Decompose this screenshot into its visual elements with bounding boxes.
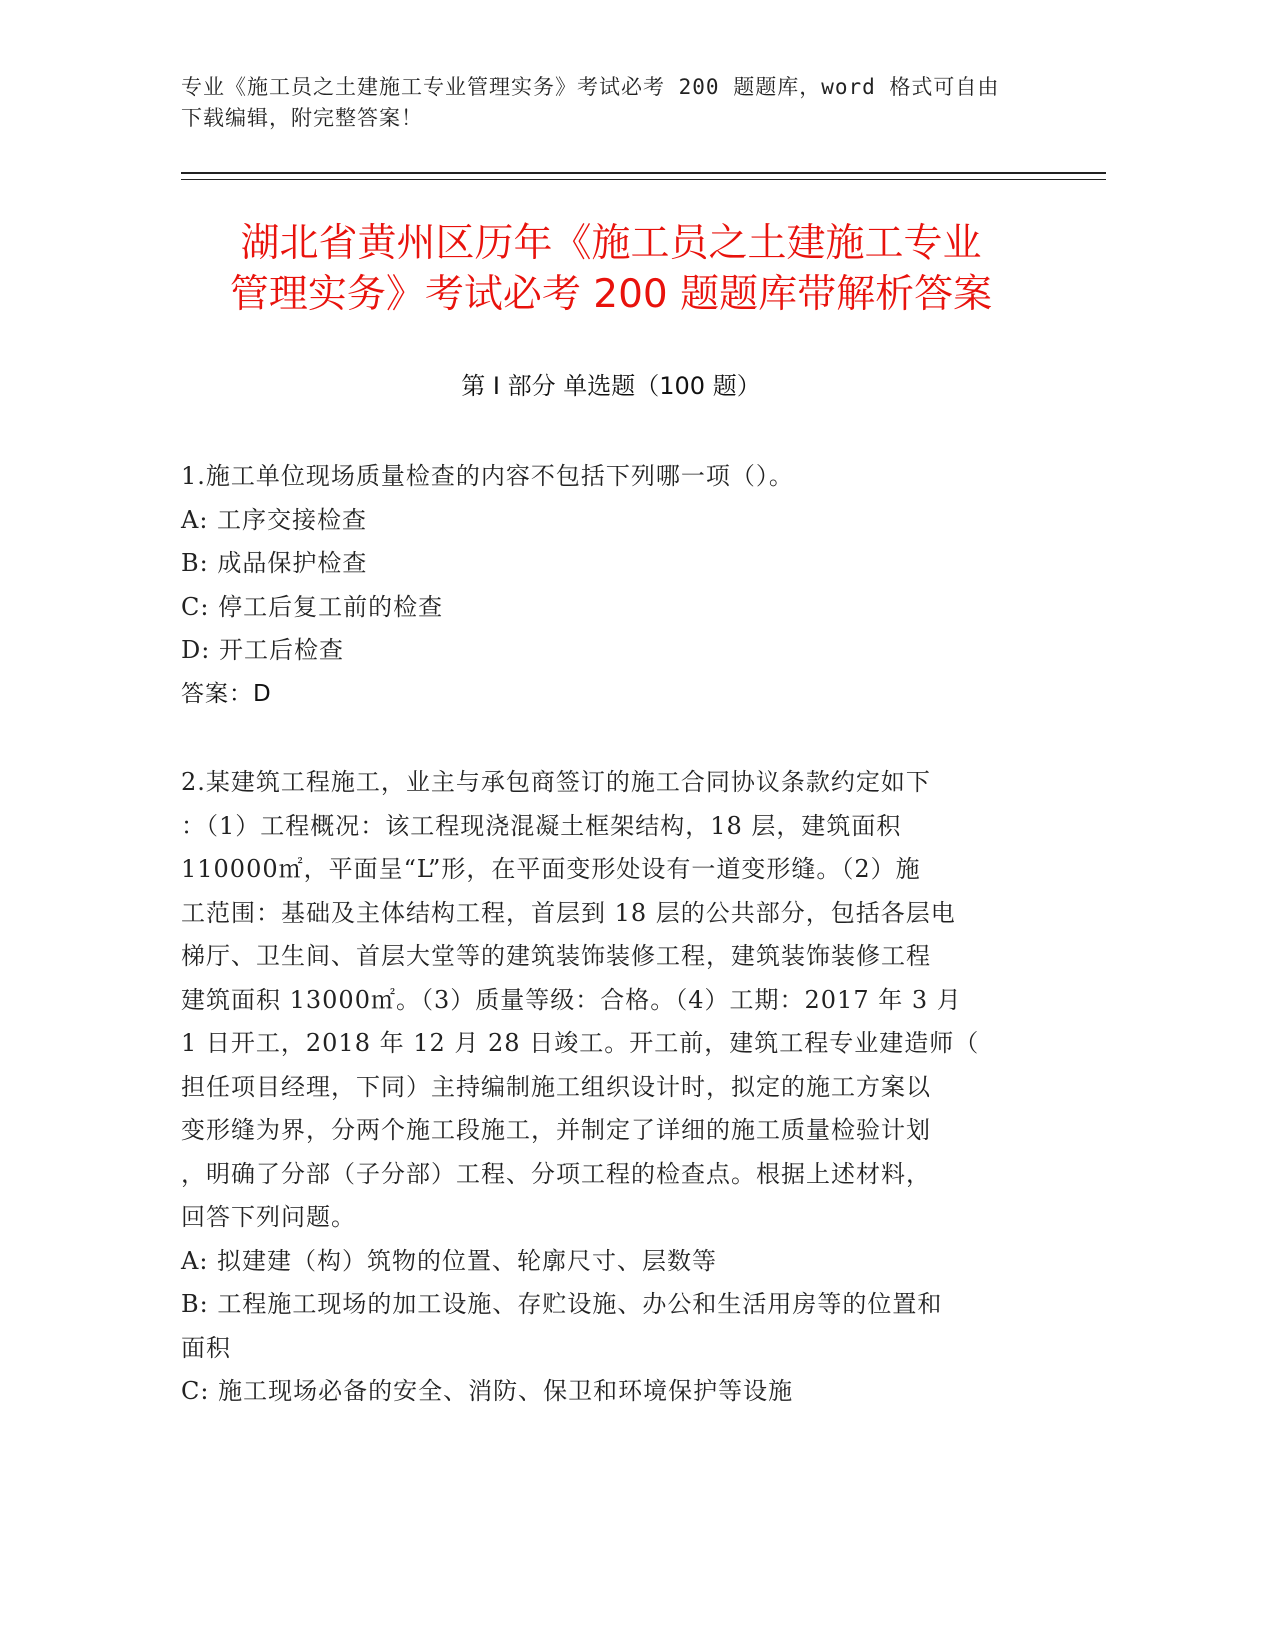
question-2-stem-line-6: 建筑面积 13000㎡。（3）质量等级：合格。（4）工期：2017 年 3 月 <box>181 985 962 1014</box>
question-1-option-a: A: 工序交接检查 <box>181 505 368 534</box>
document-header-note <box>181 72 1041 134</box>
question-1 <box>181 455 1041 716</box>
question-2-stem-line-10: ，明确了分部（子分部）工程、分项工程的检查点。根据上述材料， <box>181 1159 931 1188</box>
question-2-option-a: A: 拟建建（构）筑物的位置、轮廓尺寸、层数等 <box>181 1246 718 1275</box>
title-line-2: 管理实务》考试必考 200 题题库带解析答案 <box>229 272 993 317</box>
question-2 <box>181 761 1041 1414</box>
question-2-option-c: C: 施工现场必备的安全、消防、保卫和环境保护等设施 <box>181 1377 794 1405</box>
question-2-option-b-continued: 面积 <box>181 1333 231 1362</box>
question-2-stem-line-4: 工范围：基础及主体结构工程，首层到 18 层的公共部分，包括各层电 <box>181 898 956 927</box>
question-2-stem-line-9: 变形缝为界，分两个施工段施工，并制定了详细的施工质量检验计划 <box>181 1116 931 1144</box>
question-2-stem-line-1: 2.某建筑工程施工，业主与承包商签订的施工合同协议条款约定如下 <box>181 768 931 796</box>
question-2-option-b: B: 工程施工现场的加工设施、存贮设施、办公和生活用房等的位置和 <box>181 1290 943 1318</box>
section-heading: 第 I 部分 单选题（100 题） <box>461 372 761 400</box>
question-1-option-d: D: 开工后检查 <box>181 636 344 664</box>
header-divider-thin <box>181 179 1106 180</box>
question-2-stem-line-3: 110000㎡，平面呈“L”形，在平面变形处设有一道变形缝。（2）施 <box>181 855 921 883</box>
question-2-stem-line-5: 梯厅、卫生间、首层大堂等的建筑装饰装修工程，建筑装饰装修工程 <box>181 942 931 970</box>
header-divider-thick <box>181 172 1106 174</box>
header-note-line-2: 下载编辑，附完整答案！ <box>181 106 423 130</box>
header-note-line-1: 专业《施工员之土建施工专业管理实务》考试必考 200 题题库，word 格式可自由 <box>181 75 1000 99</box>
question-1-option-c: C: 停工后复工前的检查 <box>181 592 444 621</box>
question-1-option-b: B: 成品保护检查 <box>181 549 368 577</box>
question-1-answer: 答案：D <box>181 680 272 707</box>
question-2-stem-line-7: 1 日开工，2018 年 12 月 28 日竣工。开工前，建筑工程专业建造师（ <box>181 1029 980 1057</box>
title-line-1: 湖北省黄州区历年《施工员之土建施工专业 <box>240 221 982 266</box>
question-2-stem-line-8: 担任项目经理，下同）主持编制施工组织设计时，拟定的施工方案以 <box>181 1072 931 1101</box>
question-2-stem-line-11: 回答下列问题。 <box>181 1203 356 1231</box>
question-2-stem-line-2: ：（1）工程概况：该工程现浇混凝土框架结构，18 层，建筑面积 <box>181 811 902 840</box>
question-1-stem: 1.施工单位现场质量检查的内容不包括下列哪一项（）。 <box>181 462 794 490</box>
document-title <box>181 218 1041 320</box>
